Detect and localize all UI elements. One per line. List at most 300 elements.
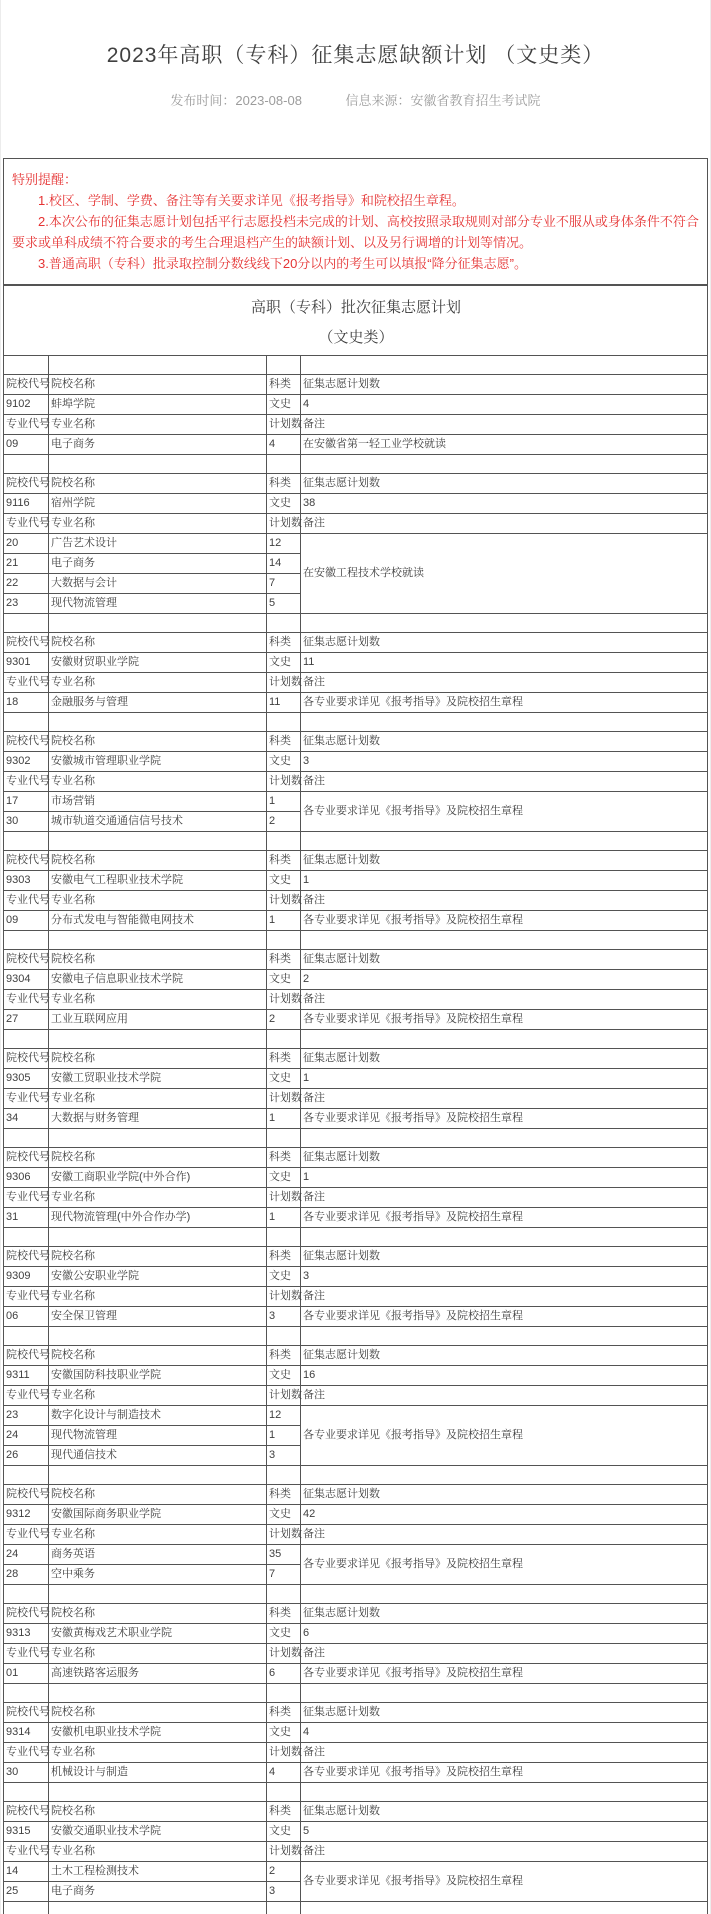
school-header-cell: 院校名称 (49, 1703, 267, 1723)
major-count-cell: 2 (267, 1010, 301, 1030)
school-name-cell: 宿州学院 (49, 494, 267, 514)
school-category-cell: 文史 (267, 1267, 301, 1287)
school-code-cell: 9309 (4, 1267, 49, 1287)
remark-cell: 各专业要求详见《报考指导》及院校招生章程 (301, 1208, 708, 1228)
major-header-row (4, 990, 708, 1010)
school-header-row (4, 851, 708, 871)
school-header-row (4, 633, 708, 653)
spacer-row (4, 1585, 708, 1604)
school-header-cell: 院校代号 (4, 1604, 49, 1624)
school-name-cell: 安徽国防科技职业学院 (49, 1366, 267, 1386)
school-header-cell: 科类 (267, 1703, 301, 1723)
major-name-cell: 数字化设计与制造技术 (49, 1406, 267, 1426)
notice-heading: 特别提醒： (12, 172, 78, 187)
major-header-cell: 专业代号 (4, 1386, 49, 1406)
school-header-row (4, 732, 708, 752)
major-header-cell: 计划数 (267, 1188, 301, 1208)
table-title: 高职（专科）批次征集志愿计划 (250, 298, 461, 316)
school-category-cell: 文史 (267, 1822, 301, 1842)
major-header-cell: 计划数 (267, 772, 301, 792)
major-header-cell: 专业名称 (49, 1386, 267, 1406)
school-header-cell: 征集志愿计划数 (301, 1049, 708, 1069)
school-name-cell: 安徽财贸职业学院 (49, 653, 267, 673)
major-count-cell: 2 (267, 1862, 301, 1882)
school-plan-count-cell: 3 (301, 1267, 708, 1287)
major-code-cell: 24 (4, 1545, 49, 1565)
school-code-cell: 9301 (4, 653, 49, 673)
major-header-cell: 备注 (301, 772, 708, 792)
spacer-cell (49, 1327, 267, 1346)
school-code-cell: 9315 (4, 1822, 49, 1842)
article-meta (3, 92, 708, 110)
major-count-cell: 12 (267, 1406, 301, 1426)
spacer-cell (267, 1783, 301, 1802)
spacer-row (4, 1783, 708, 1802)
spacer-cell (49, 356, 267, 375)
spacer-cell (49, 1902, 267, 1914)
school-header-cell: 院校名称 (49, 1346, 267, 1366)
major-header-cell: 备注 (301, 1287, 708, 1307)
spacer-cell (301, 1327, 708, 1346)
school-header-cell: 院校名称 (49, 1604, 267, 1624)
spacer-cell (267, 1327, 301, 1346)
major-row (4, 693, 708, 713)
major-name-cell: 工业互联网应用 (49, 1010, 267, 1030)
spacer-cell (4, 1327, 49, 1346)
major-name-cell: 机械设计与制造 (49, 1763, 267, 1783)
major-header-cell: 专业代号 (4, 1743, 49, 1763)
spacer-cell (49, 1129, 267, 1148)
major-header-cell: 计划数 (267, 1644, 301, 1664)
school-header-cell: 征集志愿计划数 (301, 1247, 708, 1267)
major-header-cell: 专业名称 (49, 1287, 267, 1307)
school-header-cell: 征集志愿计划数 (301, 474, 708, 494)
major-header-cell: 专业代号 (4, 772, 49, 792)
major-header-cell: 专业代号 (4, 514, 49, 534)
major-header-cell: 备注 (301, 1644, 708, 1664)
school-row (4, 1366, 708, 1386)
school-header-cell: 科类 (267, 474, 301, 494)
school-name-cell: 安徽机电职业技术学院 (49, 1723, 267, 1743)
major-name-cell: 大数据与财务管理 (49, 1109, 267, 1129)
spacer-cell (301, 931, 708, 950)
major-name-cell: 现代物流管理(中外合作办学) (49, 1208, 267, 1228)
school-name-cell: 安徽电子信息职业技术学院 (49, 970, 267, 990)
spacer-cell (4, 614, 49, 633)
major-header-row (4, 514, 708, 534)
school-category-cell: 文史 (267, 1168, 301, 1188)
school-header-cell: 科类 (267, 1346, 301, 1366)
table-title-cell (4, 286, 708, 356)
spacer-row (4, 1684, 708, 1703)
major-name-cell: 电子商务 (49, 554, 267, 574)
school-header-cell: 科类 (267, 1247, 301, 1267)
major-header-cell: 专业名称 (49, 1089, 267, 1109)
school-header-row (4, 1049, 708, 1069)
major-header-cell: 备注 (301, 1525, 708, 1545)
school-header-cell: 院校名称 (49, 851, 267, 871)
spacer-cell (4, 1129, 49, 1148)
major-row (4, 1109, 708, 1129)
school-category-cell: 文史 (267, 970, 301, 990)
school-plan-count-cell: 42 (301, 1505, 708, 1525)
school-category-cell: 文史 (267, 752, 301, 772)
major-header-cell: 备注 (301, 1386, 708, 1406)
spacer-cell (301, 455, 708, 474)
spacer-cell (267, 1585, 301, 1604)
school-category-cell: 文史 (267, 1624, 301, 1644)
school-row (4, 1822, 708, 1842)
school-header-cell: 科类 (267, 633, 301, 653)
major-row (4, 1664, 708, 1684)
major-count-cell: 3 (267, 1882, 301, 1902)
school-row (4, 1624, 708, 1644)
spacer-cell (4, 1466, 49, 1485)
spacer-cell (267, 356, 301, 375)
major-header-cell: 专业代号 (4, 990, 49, 1010)
major-row (4, 792, 708, 812)
remark-cell: 在安徽省第一轻工业学校就读 (301, 435, 708, 455)
major-row (4, 911, 708, 931)
major-name-cell: 现代物流管理 (49, 1426, 267, 1446)
major-row (4, 1010, 708, 1030)
school-header-cell: 院校名称 (49, 732, 267, 752)
school-category-cell: 文史 (267, 1723, 301, 1743)
spacer-cell (4, 713, 49, 732)
major-header-cell: 专业名称 (49, 1644, 267, 1664)
school-category-cell: 文史 (267, 494, 301, 514)
school-plan-count-cell: 4 (301, 1723, 708, 1743)
school-header-cell: 征集志愿计划数 (301, 1703, 708, 1723)
major-header-cell: 专业代号 (4, 1089, 49, 1109)
major-header-cell: 备注 (301, 673, 708, 693)
major-row (4, 1208, 708, 1228)
spacer-cell (301, 1902, 708, 1914)
spacer-cell (267, 713, 301, 732)
major-name-cell: 高速铁路客运服务 (49, 1664, 267, 1684)
school-header-cell: 征集志愿计划数 (301, 1485, 708, 1505)
spacer-cell (4, 931, 49, 950)
school-header-cell: 征集志愿计划数 (301, 633, 708, 653)
major-row (4, 1545, 708, 1565)
school-row (4, 1505, 708, 1525)
major-name-cell: 现代物流管理 (49, 594, 267, 614)
school-header-row (4, 474, 708, 494)
major-code-cell: 09 (4, 435, 49, 455)
school-header-cell: 科类 (267, 1485, 301, 1505)
spacer-cell (301, 713, 708, 732)
major-name-cell: 广告艺术设计 (49, 534, 267, 554)
major-header-cell: 备注 (301, 990, 708, 1010)
spacer-cell (301, 1228, 708, 1247)
major-count-cell: 14 (267, 554, 301, 574)
school-category-cell: 文史 (267, 1069, 301, 1089)
spacer-cell (301, 1684, 708, 1703)
major-header-cell: 计划数 (267, 1386, 301, 1406)
spacer-cell (49, 1684, 267, 1703)
notice-line: 2.本次公布的征集志愿计划包括平行志愿投档未完成的计划、高校按照录取规则对部分专业不服从或身体条件不符合要求或单科成绩不符合要求的考生合理退档产生的缺额计划、以及另行调增的计划等情况。 (12, 214, 699, 250)
school-header-cell: 院校名称 (49, 1148, 267, 1168)
school-header-cell: 院校代号 (4, 474, 49, 494)
major-header-cell: 专业名称 (49, 1842, 267, 1862)
major-row (4, 1406, 708, 1426)
major-header-cell: 专业名称 (49, 1743, 267, 1763)
table-subtitle: （文史类） (318, 328, 394, 346)
spacer-cell (267, 931, 301, 950)
school-header-cell: 科类 (267, 1604, 301, 1624)
major-header-row (4, 1089, 708, 1109)
remark-cell: 各专业要求详见《报考指导》及院校招生章程 (301, 1664, 708, 1684)
major-header-cell: 专业代号 (4, 673, 49, 693)
major-header-cell: 计划数 (267, 1089, 301, 1109)
major-name-cell: 电子商务 (49, 1882, 267, 1902)
major-header-cell: 专业代号 (4, 1188, 49, 1208)
major-count-cell: 4 (267, 1763, 301, 1783)
spacer-cell (301, 832, 708, 851)
spacer-row (4, 455, 708, 474)
major-code-cell: 18 (4, 693, 49, 713)
notice-line: 1.校区、学制、学费、备注等有关要求详见《报考指导》和院校招生章程。 (38, 193, 465, 208)
spacer-cell (49, 455, 267, 474)
major-header-cell: 计划数 (267, 1842, 301, 1862)
spacer-row (4, 1228, 708, 1247)
school-row (4, 1723, 708, 1743)
school-header-cell: 院校代号 (4, 1049, 49, 1069)
major-code-cell: 01 (4, 1664, 49, 1684)
remark-cell: 各专业要求详见《报考指导》及院校招生章程 (301, 792, 708, 832)
major-name-cell: 分布式发电与智能微电网技术 (49, 911, 267, 931)
major-name-cell: 电子商务 (49, 435, 267, 455)
school-code-cell: 9312 (4, 1505, 49, 1525)
major-header-cell: 专业名称 (49, 891, 267, 911)
spacer-cell (49, 931, 267, 950)
school-name-cell: 安徽工商职业学院(中外合作) (49, 1168, 267, 1188)
school-code-cell: 9302 (4, 752, 49, 772)
spacer-row (4, 1902, 708, 1914)
major-header-row (4, 1287, 708, 1307)
school-header-cell: 院校名称 (49, 1247, 267, 1267)
school-plan-count-cell: 11 (301, 653, 708, 673)
school-header-cell: 院校代号 (4, 1485, 49, 1505)
school-header-cell: 征集志愿计划数 (301, 950, 708, 970)
school-code-cell: 9305 (4, 1069, 49, 1089)
remark-cell: 各专业要求详见《报考指导》及院校招生章程 (301, 911, 708, 931)
school-header-cell: 科类 (267, 950, 301, 970)
major-header-row (4, 1842, 708, 1862)
major-count-cell: 7 (267, 1565, 301, 1585)
school-header-cell: 院校代号 (4, 1802, 49, 1822)
school-name-cell: 安徽公安职业学院 (49, 1267, 267, 1287)
school-header-cell: 征集志愿计划数 (301, 851, 708, 871)
major-header-cell: 备注 (301, 514, 708, 534)
major-header-cell: 计划数 (267, 990, 301, 1010)
major-header-row (4, 1188, 708, 1208)
major-row (4, 435, 708, 455)
major-header-row (4, 415, 708, 435)
school-plan-count-cell: 16 (301, 1366, 708, 1386)
school-row (4, 653, 708, 673)
school-header-cell: 院校代号 (4, 1148, 49, 1168)
major-header-cell: 计划数 (267, 1743, 301, 1763)
school-row (4, 752, 708, 772)
major-code-cell: 14 (4, 1862, 49, 1882)
school-header-row (4, 1703, 708, 1723)
school-plan-count-cell: 3 (301, 752, 708, 772)
school-plan-count-cell: 2 (301, 970, 708, 990)
school-row (4, 1267, 708, 1287)
school-header-cell: 院校名称 (49, 1485, 267, 1505)
school-code-cell: 9313 (4, 1624, 49, 1644)
major-header-cell: 专业代号 (4, 1644, 49, 1664)
major-count-cell: 7 (267, 574, 301, 594)
school-plan-count-cell: 5 (301, 1822, 708, 1842)
remark-cell: 各专业要求详见《报考指导》及院校招生章程 (301, 1109, 708, 1129)
spacer-row (4, 1466, 708, 1485)
school-header-cell: 院校代号 (4, 1346, 49, 1366)
major-code-cell: 23 (4, 1406, 49, 1426)
major-header-cell: 专业名称 (49, 673, 267, 693)
spacer-cell (4, 1030, 49, 1049)
spacer-row (4, 356, 708, 375)
major-count-cell: 1 (267, 911, 301, 931)
spacer-cell (301, 1783, 708, 1802)
major-count-cell: 35 (267, 1545, 301, 1565)
school-name-cell: 安徽电气工程职业技术学院 (49, 871, 267, 891)
major-count-cell: 3 (267, 1307, 301, 1327)
major-count-cell: 4 (267, 435, 301, 455)
school-name-cell: 安徽国际商务职业学院 (49, 1505, 267, 1525)
spacer-row (4, 713, 708, 732)
school-header-cell: 院校名称 (49, 474, 267, 494)
school-code-cell: 9314 (4, 1723, 49, 1743)
school-code-cell: 9303 (4, 871, 49, 891)
school-header-cell: 征集志愿计划数 (301, 1346, 708, 1366)
school-header-cell: 院校代号 (4, 1247, 49, 1267)
major-name-cell: 商务英语 (49, 1545, 267, 1565)
major-name-cell: 空中乘务 (49, 1565, 267, 1585)
school-row (4, 1069, 708, 1089)
spacer-cell (49, 1585, 267, 1604)
school-header-cell: 院校代号 (4, 851, 49, 871)
school-plan-count-cell: 1 (301, 871, 708, 891)
notice-box (3, 158, 708, 285)
major-header-cell: 计划数 (267, 891, 301, 911)
school-header-cell: 征集志愿计划数 (301, 732, 708, 752)
major-row (4, 534, 708, 554)
major-code-cell: 28 (4, 1565, 49, 1585)
publish-time: 发布时间：2023-08-08 (170, 93, 302, 108)
major-code-cell: 26 (4, 1446, 49, 1466)
page-title: 2023年高职（专科）征集志愿缺额计划 （文史类） (106, 44, 605, 67)
school-category-cell: 文史 (267, 653, 301, 673)
major-header-row (4, 673, 708, 693)
school-code-cell: 9116 (4, 494, 49, 514)
major-count-cell: 5 (267, 594, 301, 614)
school-header-cell: 院校代号 (4, 633, 49, 653)
school-row (4, 494, 708, 514)
major-code-cell: 30 (4, 812, 49, 832)
spacer-row (4, 1030, 708, 1049)
remark-cell: 各专业要求详见《报考指导》及院校招生章程 (301, 1862, 708, 1902)
major-name-cell: 大数据与会计 (49, 574, 267, 594)
school-header-row (4, 1346, 708, 1366)
major-header-cell: 专业代号 (4, 1842, 49, 1862)
major-code-cell: 34 (4, 1109, 49, 1129)
remark-cell: 各专业要求详见《报考指导》及院校招生章程 (301, 1010, 708, 1030)
school-header-cell: 科类 (267, 732, 301, 752)
school-header-row (4, 1247, 708, 1267)
school-header-cell: 征集志愿计划数 (301, 1802, 708, 1822)
spacer-cell (4, 455, 49, 474)
school-header-row (4, 950, 708, 970)
spacer-cell (4, 1228, 49, 1247)
major-header-cell: 计划数 (267, 673, 301, 693)
spacer-cell (4, 1585, 49, 1604)
school-header-cell: 院校名称 (49, 1049, 267, 1069)
spacer-cell (49, 1228, 267, 1247)
school-name-cell: 蚌埠学院 (49, 395, 267, 415)
major-code-cell: 27 (4, 1010, 49, 1030)
major-row (4, 1307, 708, 1327)
major-row (4, 1763, 708, 1783)
school-plan-count-cell: 1 (301, 1069, 708, 1089)
major-count-cell: 6 (267, 1664, 301, 1684)
school-category-cell: 文史 (267, 871, 301, 891)
major-header-cell: 备注 (301, 891, 708, 911)
major-header-cell: 备注 (301, 1842, 708, 1862)
school-plan-count-cell: 4 (301, 395, 708, 415)
remark-cell: 各专业要求详见《报考指导》及院校招生章程 (301, 1763, 708, 1783)
major-code-cell: 24 (4, 1426, 49, 1446)
spacer-cell (49, 832, 267, 851)
major-code-cell: 31 (4, 1208, 49, 1228)
major-code-cell: 20 (4, 534, 49, 554)
major-header-cell: 计划数 (267, 1525, 301, 1545)
school-category-cell: 文史 (267, 1505, 301, 1525)
major-count-cell: 1 (267, 1426, 301, 1446)
school-header-cell: 院校名称 (49, 950, 267, 970)
school-header-cell: 院校名称 (49, 1802, 267, 1822)
remark-cell: 各专业要求详见《报考指导》及院校招生章程 (301, 1406, 708, 1466)
spacer-cell (267, 1030, 301, 1049)
remark-cell: 各专业要求详见《报考指导》及院校招生章程 (301, 1545, 708, 1585)
major-code-cell: 21 (4, 554, 49, 574)
major-header-cell: 专业名称 (49, 772, 267, 792)
major-header-row (4, 1525, 708, 1545)
major-name-cell: 安全保卫管理 (49, 1307, 267, 1327)
school-row (4, 395, 708, 415)
spacer-cell (4, 1783, 49, 1802)
school-header-cell: 院校名称 (49, 375, 267, 395)
school-header-row (4, 1148, 708, 1168)
school-header-row (4, 1604, 708, 1624)
major-count-cell: 1 (267, 792, 301, 812)
spacer-cell (301, 1129, 708, 1148)
remark-cell: 各专业要求详见《报考指导》及院校招生章程 (301, 1307, 708, 1327)
table-title-row (4, 286, 708, 356)
major-header-row (4, 1386, 708, 1406)
major-header-cell: 专业名称 (49, 1525, 267, 1545)
remark-cell: 各专业要求详见《报考指导》及院校招生章程 (301, 693, 708, 713)
major-count-cell: 1 (267, 1109, 301, 1129)
school-code-cell: 9306 (4, 1168, 49, 1188)
major-name-cell: 市场营销 (49, 792, 267, 812)
major-header-cell: 专业代号 (4, 1525, 49, 1545)
school-code-cell: 9311 (4, 1366, 49, 1386)
major-count-cell: 12 (267, 534, 301, 554)
major-header-cell: 专业名称 (49, 1188, 267, 1208)
info-source: 信息来源：安徽省教育招生考试院 (345, 93, 541, 108)
